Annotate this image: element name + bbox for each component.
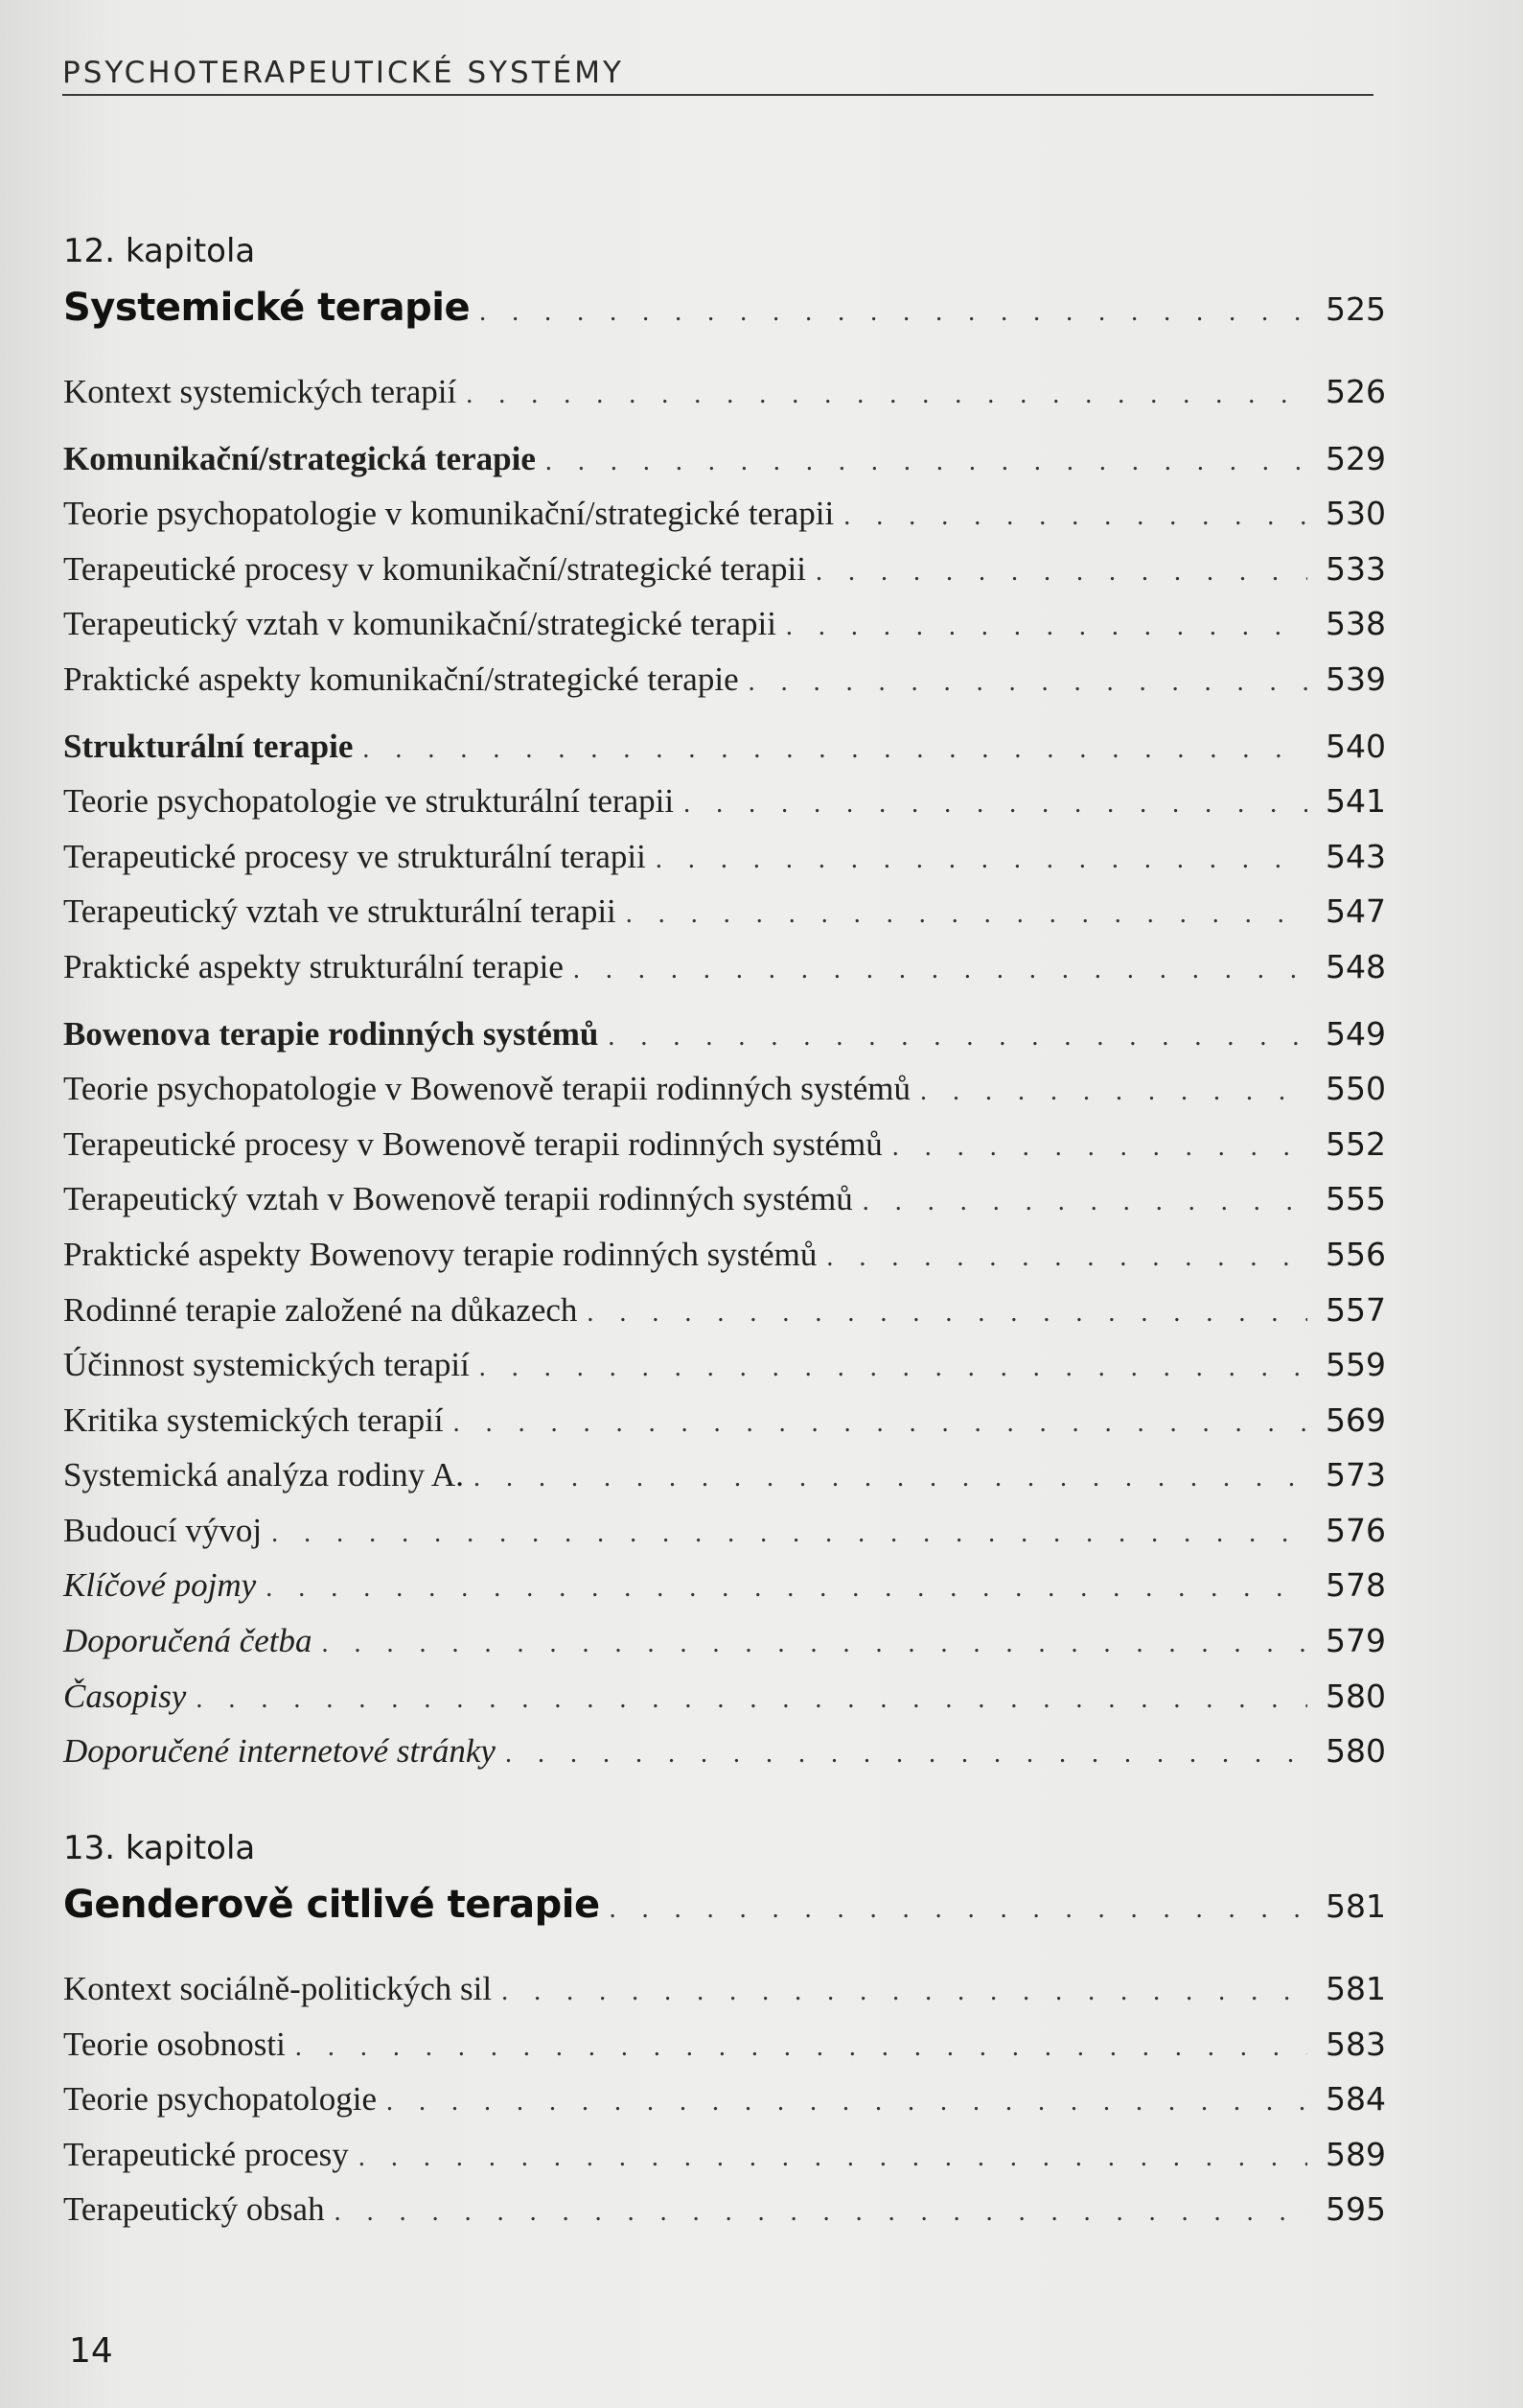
dot-leader — [453, 1396, 1307, 1451]
toc-entry-page: 533 — [1326, 549, 1386, 588]
toc-entry-title: Teorie psychopatologie v Bowenově terapii rodinných systémů — [63, 1070, 911, 1108]
toc-entry-title: Terapeutické procesy ve strukturální terapii — [63, 837, 646, 875]
toc-entry-page: 583 — [1326, 2025, 1386, 2063]
toc-entry-page: 543 — [1326, 837, 1386, 875]
dot-leader — [920, 1064, 1307, 1120]
toc-entry-page: 540 — [1326, 727, 1386, 765]
toc-entry-title: Doporučená četba — [63, 1622, 312, 1660]
dot-leader — [466, 367, 1307, 423]
toc-entry[interactable] — [63, 1393, 1386, 1448]
toc-entry-title: Kontext sociálně-politických sil — [63, 1970, 493, 2007]
toc-entry-page: 556 — [1326, 1235, 1386, 1273]
dot-leader — [626, 887, 1307, 942]
chapter-title-row[interactable] — [63, 1871, 1386, 1938]
page-number: 14 — [69, 2331, 113, 2371]
chapter-label: 12. kapitola — [63, 232, 256, 270]
toc-entry-page: 549 — [1326, 1014, 1386, 1053]
toc-entry[interactable] — [63, 1061, 1386, 1117]
toc-entry[interactable] — [63, 1724, 1386, 1779]
toc-entry-page: 580 — [1326, 1732, 1386, 1771]
toc-entry-page: 580 — [1326, 1677, 1386, 1715]
toc-entry-title: Teorie psychopatologie ve strukturální terapii — [63, 782, 675, 821]
dot-leader — [265, 1561, 1307, 1616]
toc-entry[interactable] — [63, 1337, 1386, 1393]
toc-entry-page: 541 — [1326, 782, 1386, 821]
toc-entry[interactable] — [63, 1283, 1386, 1338]
toc-list — [63, 1961, 1386, 2237]
toc-entry-title: Budoucí vývoj — [63, 1511, 263, 1549]
toc-entry-page: 529 — [1326, 439, 1386, 477]
toc-entry-page: 547 — [1326, 892, 1386, 931]
dot-leader — [863, 1174, 1307, 1230]
toc-list — [63, 364, 1386, 1779]
toc-entry[interactable] — [63, 1171, 1386, 1227]
toc-entry-page: 573 — [1326, 1456, 1386, 1494]
toc-entry-page: 555 — [1326, 1180, 1386, 1218]
dot-leader — [358, 2130, 1307, 2186]
toc-entry-title: Terapeutické procesy — [63, 2135, 349, 2173]
toc-entry-title: Kontext systemických terapií — [63, 373, 457, 410]
toc-entry-page: 595 — [1326, 2190, 1386, 2229]
toc-entry[interactable] — [63, 1227, 1386, 1283]
dot-leader — [749, 655, 1307, 710]
toc-section-entry[interactable] — [63, 1007, 1386, 1062]
dot-leader — [892, 1120, 1307, 1175]
toc-entry-title: Teorie psychopatologie v komunikační/strategické terapii — [63, 495, 835, 533]
toc-entry-page: 552 — [1326, 1124, 1386, 1163]
dot-leader — [196, 1672, 1307, 1727]
toc-entry-page: 569 — [1326, 1401, 1386, 1439]
dot-leader — [545, 434, 1307, 490]
toc-entry[interactable] — [63, 542, 1386, 597]
dot-leader — [656, 832, 1307, 888]
toc-entry-page: 526 — [1326, 373, 1386, 410]
toc-entry[interactable] — [63, 2017, 1386, 2072]
toc-entry-title: Časopisy — [63, 1677, 187, 1715]
toc-entry-page: 559 — [1326, 1346, 1386, 1384]
toc-entry-title: Terapeutický vztah ve strukturální terapii — [63, 892, 616, 931]
chapter-title-page: 581 — [1326, 1887, 1386, 1925]
dot-leader — [505, 1726, 1307, 1782]
toc-entry[interactable] — [63, 1117, 1386, 1172]
dot-leader — [362, 722, 1307, 777]
running-header: PSYCHOTERAPEUTICKÉ SYSTÉMY — [62, 56, 1373, 96]
toc-entry-page: 589 — [1326, 2135, 1386, 2173]
toc-entry-title: Kritika systemických terapií — [63, 1401, 444, 1439]
toc-entry-title: Terapeutické procesy v komunikační/strategické terapii — [63, 549, 807, 588]
toc-entry[interactable] — [63, 652, 1386, 707]
toc-entry-title: Rodinné terapie založené na důkazech — [63, 1290, 578, 1329]
dot-leader — [683, 776, 1307, 832]
dot-leader — [786, 599, 1307, 655]
toc-entry[interactable] — [63, 1558, 1386, 1613]
toc-entry-page: 578 — [1326, 1566, 1386, 1605]
toc-entry-title: Terapeutický obsah — [63, 2190, 325, 2229]
toc-entry-title: Terapeutické procesy v Bowenově terapii rodinných systémů — [63, 1124, 883, 1163]
toc-entry-title: Terapeutický vztah v Bowenově terapii rodinných systémů — [63, 1180, 853, 1218]
toc-entry[interactable] — [63, 1669, 1386, 1725]
toc-entry-title: Klíčové pojmy — [63, 1566, 257, 1605]
dot-leader — [816, 544, 1307, 600]
toc-entry[interactable] — [63, 884, 1386, 939]
dot-leader — [573, 942, 1307, 998]
toc-entry-title: Bowenova terapie rodinných systémů — [63, 1014, 599, 1053]
dot-leader — [386, 2074, 1307, 2130]
toc-entry[interactable] — [63, 596, 1386, 652]
toc-entry-page: 579 — [1326, 1622, 1386, 1660]
chapter-title: Systemické terapie — [63, 286, 471, 330]
toc-entry-page: 530 — [1326, 495, 1386, 533]
toc-entry-title: Komunikační/strategická terapie — [63, 439, 536, 477]
toc-section-entry[interactable] — [63, 719, 1386, 775]
dot-leader — [335, 2185, 1307, 2240]
toc-entry-page: 581 — [1326, 1970, 1386, 2007]
toc-entry-title: Účinnost systemických terapií — [63, 1346, 470, 1384]
dot-leader — [587, 1285, 1307, 1341]
dot-leader — [295, 2020, 1307, 2075]
toc-entry[interactable] — [63, 2072, 1386, 2127]
toc-entry-title: Praktické aspekty strukturální terapie — [63, 947, 564, 985]
dot-leader — [479, 279, 1307, 346]
toc-entry-title: Terapeutický vztah v komunikační/strategické terapii — [63, 605, 776, 643]
dot-leader — [473, 1450, 1307, 1506]
dot-leader — [479, 1340, 1307, 1396]
toc-entry-title: Praktické aspekty komunikační/strategické terapie — [63, 660, 739, 698]
toc-entry[interactable] — [63, 486, 1386, 542]
toc-entry-title: Praktické aspekty Bowenovy terapie rodinných systémů — [63, 1235, 818, 1273]
toc-entry-page: 557 — [1326, 1290, 1386, 1329]
toc-entry-title: Teorie psychopatologie — [63, 2080, 378, 2119]
toc-entry[interactable] — [63, 774, 1386, 829]
dot-leader — [826, 1230, 1307, 1285]
toc-entry-page: 548 — [1326, 947, 1386, 985]
dot-leader — [608, 1009, 1307, 1065]
chapter-title-page: 525 — [1326, 290, 1386, 328]
chapter-13 — [63, 1825, 1386, 2237]
toc-entry-page: 550 — [1326, 1070, 1386, 1108]
toc-section-entry[interactable] — [63, 431, 1386, 487]
toc-entry-title: Teorie osobnosti — [63, 2025, 286, 2063]
toc-entry-page: 584 — [1326, 2080, 1386, 2119]
toc-entry-page: 538 — [1326, 605, 1386, 643]
toc-entry-title: Doporučené internetové stránky — [63, 1732, 496, 1771]
toc-entry[interactable] — [63, 364, 1386, 420]
dot-leader — [843, 489, 1307, 544]
toc-entry[interactable] — [63, 1961, 1386, 2017]
chapter-label: 13. kapitola — [63, 1829, 256, 1867]
dot-leader — [610, 1876, 1307, 1943]
toc-entry[interactable] — [63, 1503, 1386, 1559]
dot-leader — [271, 1506, 1307, 1562]
chapter-12 — [63, 228, 1386, 1779]
toc-entry[interactable] — [63, 2127, 1386, 2183]
dot-leader — [501, 1964, 1307, 2020]
toc-entry[interactable] — [63, 2182, 1386, 2237]
toc-entry[interactable] — [63, 1613, 1386, 1669]
toc-entry-title: Systemická analýza rodiny A. — [63, 1456, 464, 1494]
toc-entry[interactable] — [63, 1447, 1386, 1503]
dot-leader — [322, 1616, 1307, 1672]
toc-entry[interactable] — [63, 939, 1386, 995]
toc-entry-page: 539 — [1326, 660, 1386, 698]
toc-entry-title: Strukturální terapie — [63, 727, 354, 765]
chapter-title-row[interactable] — [63, 274, 1386, 341]
toc-entry-page: 576 — [1326, 1511, 1386, 1549]
chapter-title: Genderově citlivé terapie — [63, 1883, 600, 1927]
toc-entry[interactable] — [63, 829, 1386, 885]
